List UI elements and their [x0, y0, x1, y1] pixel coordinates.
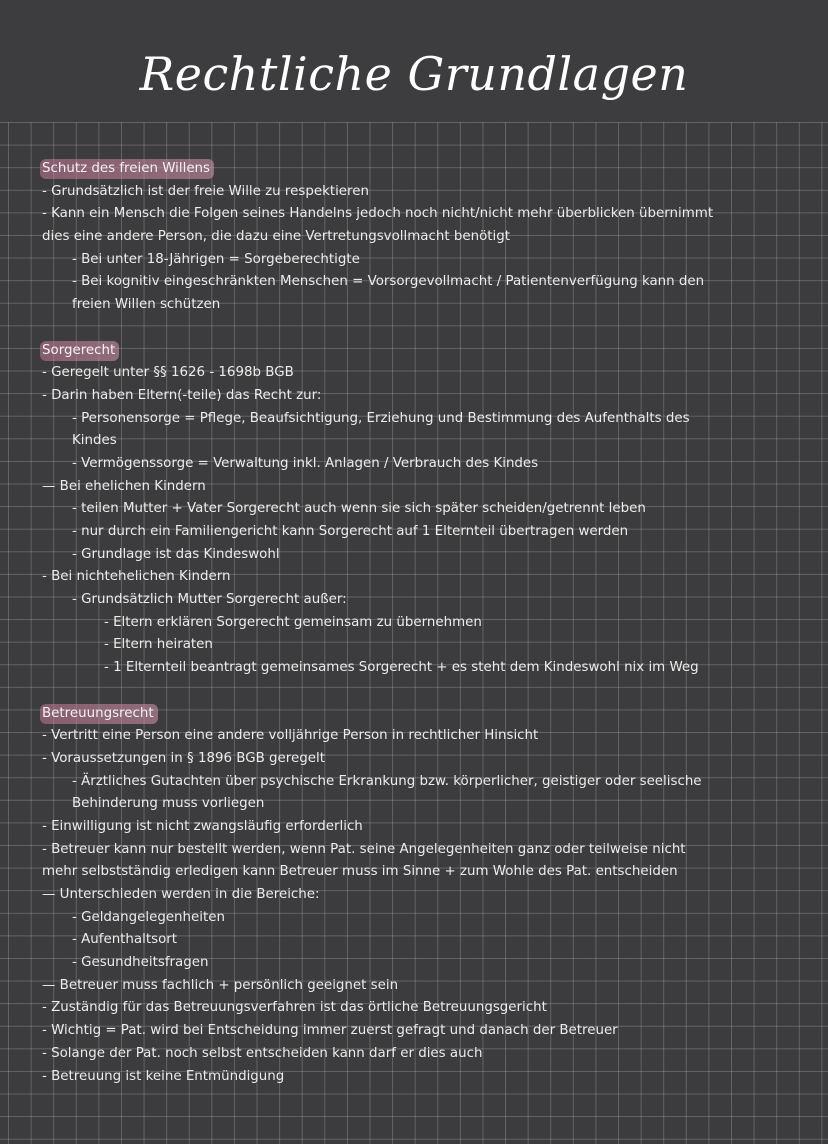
- section-heading-schutz: Schutz des freien Willens: [40, 159, 214, 179]
- note-line: - Grundsätzlich Mutter Sorgerecht außer:: [72, 592, 347, 608]
- note-line: - Ärztliches Gutachten über psychische Erkrankung bzw. körperlicher, geistiger oder seelische: [72, 773, 702, 789]
- note-line: — Unterschieden werden in die Bereiche:: [42, 887, 320, 902]
- note-line: - Aufenthaltsort: [72, 932, 178, 948]
- section-heading-line: [42, 158, 782, 181]
- note-line: — Bei ehelichen Kindern: [42, 478, 206, 494]
- note-line: - Solange der Pat. noch selbst entscheiden kann darf er dies auch: [42, 1045, 483, 1061]
- note-line: freien Willen schützen: [72, 297, 221, 313]
- note-line: Kindes: [72, 433, 117, 449]
- note-line: - Bei unter 18-Jährigen = Sorgeberechtigte: [72, 251, 360, 267]
- note-line: - 1 Elternteil beantragt gemeinsames Sorgerecht + es steht dem Kindeswohl nix im Weg: [104, 660, 699, 676]
- note-line: - Einwilligung ist nicht zwangsläufig erforderlich: [42, 818, 363, 834]
- section-spacer: [42, 317, 782, 340]
- note-line: - Vermögenssorge = Verwaltung inkl. Anlagen / Verbrauch des Kindes: [72, 455, 539, 471]
- section-heading-line: [42, 340, 782, 363]
- note-line: dies eine andere Person, die dazu eine Vertretungsvollmacht benötigt: [42, 229, 510, 245]
- note-line: - Geldangelegenheiten: [72, 909, 225, 925]
- note-line: - Kann ein Mensch die Folgen seines Handelns jedoch noch nicht/nicht mehr überblicken übernimmt: [42, 206, 714, 222]
- note-line: - Eltern heiraten: [104, 637, 213, 653]
- note-line: - Bei kognitiv eingeschränkten Menschen = Vorsorgevollmacht / Patientenverfügung kann den: [72, 274, 705, 290]
- note-line: mehr selbstständig erledigen kann Betreuer muss im Sinne + zum Wohle des Pat. entscheiden: [42, 864, 678, 880]
- note-line: Behinderung muss vorliegen: [72, 796, 265, 812]
- section-heading-sorgerecht: Sorgerecht: [40, 341, 119, 361]
- note-line: - Zuständig für das Betreuungsverfahren ist das örtliche Betreuungsgericht: [42, 1000, 547, 1016]
- section-heading-line: [42, 703, 782, 726]
- note-line: - Gesundheitsfragen: [72, 955, 209, 971]
- note-line: - Darin haben Eltern(-teile) das Recht zur:: [42, 387, 322, 403]
- page-title: Rechtliche Grundlagen: [139, 47, 689, 101]
- note-line: - teilen Mutter + Vater Sorgerecht auch wenn sie sich später scheiden/getrennt leben: [72, 501, 646, 517]
- note-line: - Grundsätzlich ist der freie Wille zu respektieren: [42, 183, 369, 199]
- note-line: - Voraussetzungen in § 1896 BGB geregelt: [42, 750, 325, 766]
- note-line: - Bei nichtehelichen Kindern: [42, 569, 231, 585]
- note-line: - Geregelt unter §§ 1626 - 1698b BGB: [42, 365, 294, 381]
- note-line: - Wichtig = Pat. wird bei Entscheidung immer zuerst gefragt und danach der Betreuer: [42, 1023, 618, 1039]
- note-line: — Betreuer muss fachlich + persönlich geeignet sein: [42, 977, 399, 993]
- note-line: - Betreuer kann nur bestellt werden, wenn Pat. seine Angelegenheiten ganz oder teilweise nicht: [42, 841, 686, 857]
- section-heading-betreuungsrecht: Betreuungsrecht: [40, 704, 158, 724]
- note-line: - Eltern erklären Sorgerecht gemeinsam zu übernehmen: [104, 614, 482, 630]
- note-line: - Personensorge = Pflege, Beaufsichtigung, Erziehung und Bestimmung des Aufenthalts des: [72, 410, 690, 426]
- note-line: - Grundlage ist das Kindeswohl: [72, 546, 280, 562]
- section-spacer: [42, 680, 782, 703]
- note-line: - Vertritt eine Person eine andere volljährige Person in rechtlicher Hinsicht: [42, 728, 539, 744]
- note-line: - Betreuung ist keine Entmündigung: [42, 1068, 285, 1084]
- note-line: - nur durch ein Familiengericht kann Sorgerecht auf 1 Elternteil übertragen werden: [72, 524, 629, 539]
- notes-content: [42, 158, 782, 1088]
